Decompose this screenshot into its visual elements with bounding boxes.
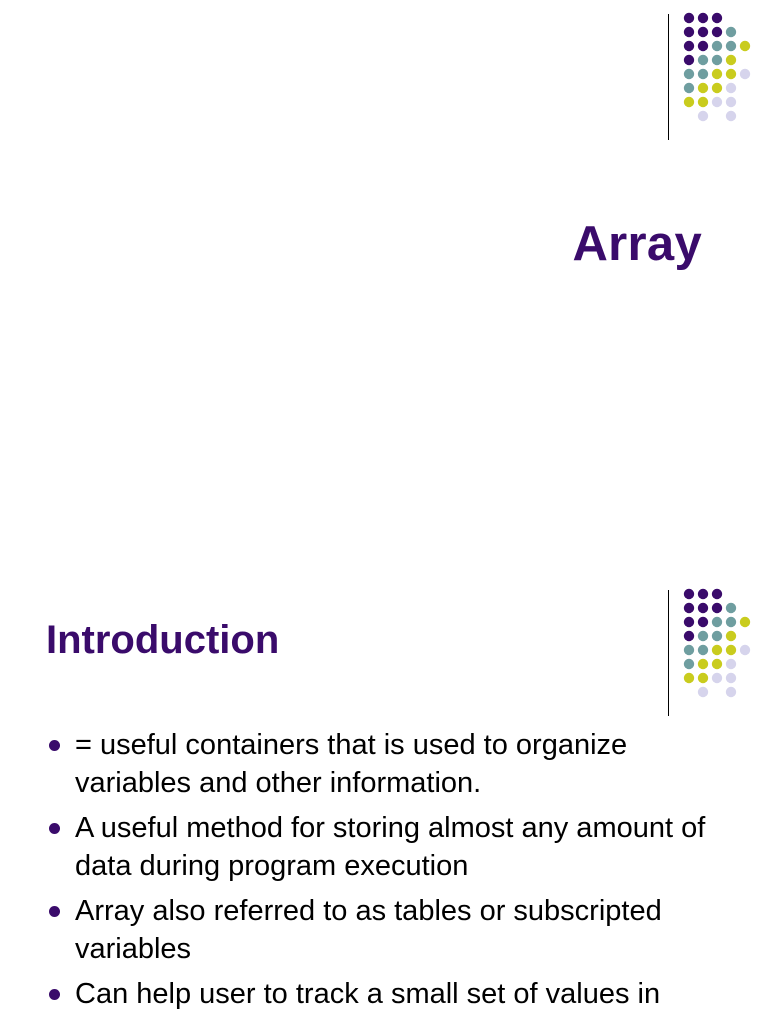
decorative-dot — [712, 673, 722, 683]
decorative-dot — [698, 55, 708, 65]
bullet-text: A useful method for storing almost any amount of data during program execution — [75, 812, 706, 882]
decorative-dot — [712, 69, 722, 79]
decorative-dot — [712, 603, 722, 613]
decorative-dot — [726, 617, 736, 627]
slide-title-text: Array — [572, 217, 702, 271]
divider-line — [668, 14, 669, 140]
decorative-dot — [712, 41, 722, 51]
decorative-dot — [712, 659, 722, 669]
decorative-dot — [698, 631, 708, 641]
decorative-dot — [684, 13, 694, 23]
decorative-dot — [684, 673, 694, 683]
decorative-dot — [712, 97, 722, 107]
decorative-dot — [698, 69, 708, 79]
bullet-dot-icon — [49, 906, 60, 917]
decorative-dot — [726, 55, 736, 65]
decorative-dot — [698, 603, 708, 613]
decorative-dot — [684, 97, 694, 107]
decorative-dot — [712, 645, 722, 655]
decorative-dot — [740, 69, 750, 79]
decorative-dot — [698, 83, 708, 93]
decorative-dot — [712, 589, 722, 599]
bullet-item — [46, 975, 736, 1013]
decorative-dot — [726, 97, 736, 107]
decorative-dot — [698, 617, 708, 627]
bullet-dot-icon — [49, 989, 60, 1000]
decorative-dot — [698, 111, 708, 121]
divider-line — [668, 590, 669, 716]
decorative-dot — [740, 41, 750, 51]
decorative-dot — [684, 603, 694, 613]
decorative-dot — [698, 645, 708, 655]
bullet-item — [46, 892, 736, 968]
bullet-dot-icon — [49, 823, 60, 834]
bullet-text: Array also referred to as tables or subscripted variables — [75, 895, 662, 965]
bullet-text: = useful containers that is used to organize variables and other information. — [75, 729, 628, 799]
slide-heading: Introduction — [46, 618, 280, 662]
decorative-dot — [712, 617, 722, 627]
bullet-dot-icon — [49, 740, 60, 751]
decorative-dot — [684, 55, 694, 65]
decorative-dot — [712, 55, 722, 65]
decorative-dot — [726, 27, 736, 37]
decorative-dot — [684, 617, 694, 627]
decorative-dot — [740, 645, 750, 655]
decorative-dot — [726, 631, 736, 641]
bullet-text: Can help user to track a small set of values in — [75, 978, 661, 1010]
decorative-dot — [684, 41, 694, 51]
decorative-dot — [740, 617, 750, 627]
decorative-dot — [684, 27, 694, 37]
decorative-dot — [712, 27, 722, 37]
decorative-dot — [698, 41, 708, 51]
decorative-dot — [684, 589, 694, 599]
bullet-item — [46, 809, 736, 885]
decorative-dot — [726, 645, 736, 655]
decorative-dot — [698, 97, 708, 107]
decorative-dot — [726, 111, 736, 121]
decorative-dot — [726, 83, 736, 93]
decorative-dot — [698, 27, 708, 37]
decorative-dot — [684, 631, 694, 641]
decorative-dot — [698, 589, 708, 599]
slide-introduction — [0, 576, 768, 1024]
decorative-dot — [684, 69, 694, 79]
decorative-dot — [698, 687, 708, 697]
decorative-dot — [698, 13, 708, 23]
decorative-dot — [684, 645, 694, 655]
decorative-dot — [698, 673, 708, 683]
dot-grid-decoration — [683, 12, 763, 124]
bullet-list — [46, 726, 736, 1020]
decorative-dot — [726, 41, 736, 51]
decorative-dot — [712, 13, 722, 23]
bullet-item — [46, 726, 736, 802]
decorative-dot — [726, 659, 736, 669]
decorative-dot — [726, 673, 736, 683]
decorative-dot — [712, 631, 722, 641]
decorative-dot — [684, 83, 694, 93]
decorative-dot — [726, 69, 736, 79]
dot-grid-decoration — [683, 588, 763, 700]
decorative-dot — [726, 687, 736, 697]
decorative-dot — [684, 659, 694, 669]
decorative-dot — [698, 659, 708, 669]
decorative-dot — [712, 83, 722, 93]
decorative-dot — [726, 603, 736, 613]
